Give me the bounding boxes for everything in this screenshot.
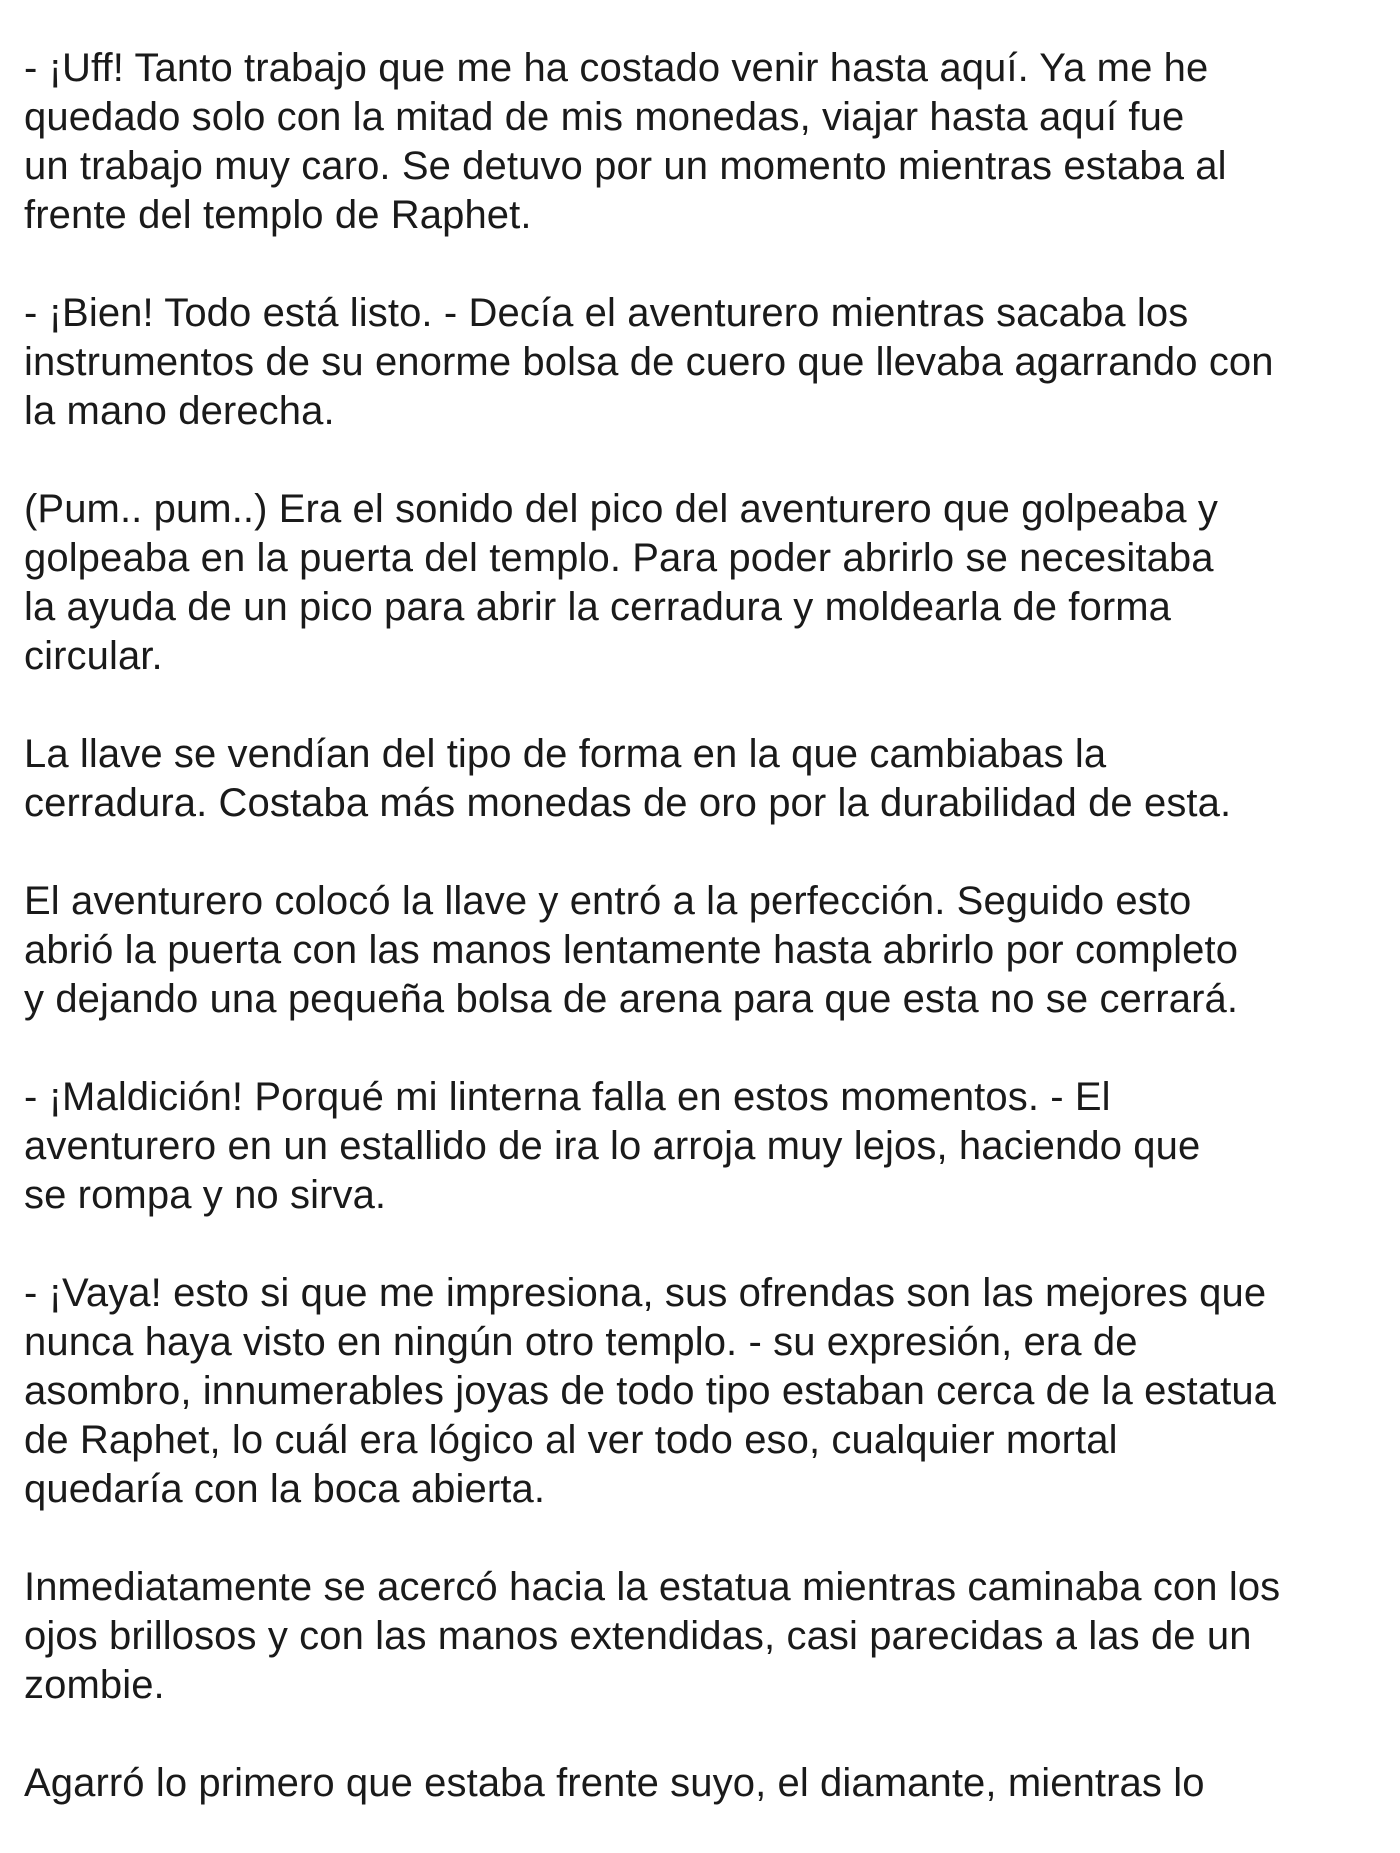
text-line: la ayuda de un pico para abrir la cerradura y moldearla de forma — [24, 585, 1172, 629]
text-line: y dejando una pequeña bolsa de arena para que esta no se cerrará. — [24, 977, 1239, 1021]
text-line: (Pum.. pum..) Era el sonido del pico del aventurero que golpeaba y — [24, 487, 1218, 531]
text-line: frente del templo de Raphet. — [24, 193, 532, 237]
text-line: golpeaba en la puerta del templo. Para poder abrirlo se necesitaba — [24, 536, 1214, 580]
text-line: La llave se vendían del tipo de forma en la que cambiabas la — [24, 732, 1107, 776]
text-line: un trabajo muy caro. Se detuvo por un momento mientras estaba al — [24, 144, 1227, 188]
paragraph — [24, 1563, 1394, 1710]
text-line: Agarró lo primero que estaba frente suyo, el diamante, mientras lo — [24, 1761, 1205, 1805]
paragraph — [24, 289, 1394, 436]
text-line: asombro, innumerables joyas de todo tipo estaban cerca de la estatua — [24, 1369, 1277, 1413]
text-line: aventurero en un estallido de ira lo arroja muy lejos, haciendo que — [24, 1124, 1201, 1168]
paragraph — [24, 1269, 1394, 1514]
text-line: la mano derecha. — [24, 389, 335, 433]
paragraph — [24, 1073, 1394, 1220]
text-line: nunca haya visto en ningún otro templo. - su expresión, era de — [24, 1320, 1138, 1364]
text-line: zombie. — [24, 1663, 165, 1707]
text-line: de Raphet, lo cuál era lógico al ver todo eso, cualquier mortal — [24, 1418, 1118, 1462]
text-line: quedado solo con la mitad de mis monedas, viajar hasta aquí fue — [24, 95, 1185, 139]
text-line: instrumentos de su enorme bolsa de cuero que llevaba agarrando con — [24, 340, 1274, 384]
text-line: El aventurero colocó la llave y entró a la perfección. Seguido esto — [24, 879, 1192, 923]
text-line: quedaría con la boca abierta. — [24, 1467, 546, 1511]
text-line: Inmediatamente se acercó hacia la estatua mientras caminaba con los — [24, 1565, 1281, 1609]
text-line: - ¡Uff! Tanto trabajo que me ha costado venir hasta aquí. Ya me he — [24, 46, 1209, 90]
paragraph — [24, 44, 1394, 240]
paragraph — [24, 730, 1394, 828]
paragraph — [24, 485, 1394, 681]
text-line: ojos brillosos y con las manos extendidas, casi parecidas a las de un — [24, 1614, 1252, 1658]
text-line: circular. — [24, 634, 163, 678]
paragraph — [24, 1759, 1394, 1808]
text-line: se rompa y no sirva. — [24, 1173, 387, 1217]
text-line: - ¡Maldición! Porqué mi linterna falla en estos momentos. - El — [24, 1075, 1111, 1119]
paragraph — [24, 877, 1394, 1024]
document-page — [24, 44, 1394, 1808]
text-line: abrió la puerta con las manos lentamente hasta abrirlo por completo — [24, 928, 1239, 972]
text-line: - ¡Vaya! esto si que me impresiona, sus ofrendas son las mejores que — [24, 1271, 1267, 1315]
text-line: cerradura. Costaba más monedas de oro por la durabilidad de esta. — [24, 781, 1232, 825]
text-line: - ¡Bien! Todo está listo. - Decía el aventurero mientras sacaba los — [24, 291, 1189, 335]
